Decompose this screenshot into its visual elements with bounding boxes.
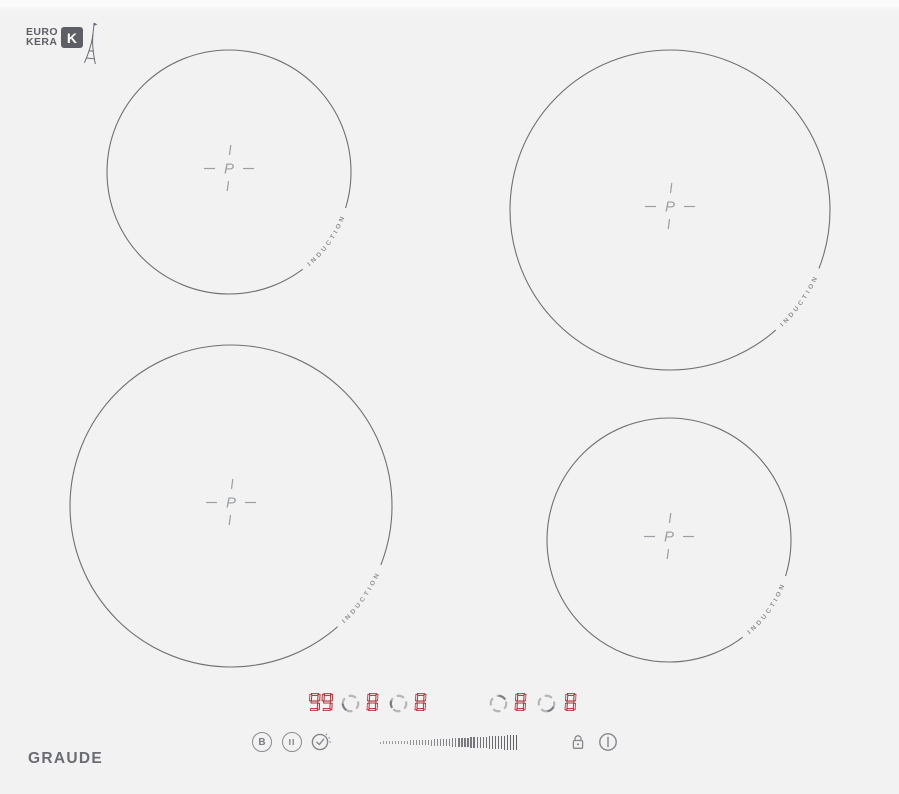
zone-power-marker: [644, 513, 694, 559]
eurokera-logo: [26, 20, 101, 67]
eurokera-word-euro: EURO: [26, 26, 58, 38]
lock-button[interactable]: [570, 733, 586, 750]
power-icon: [600, 734, 616, 750]
cooking-zone-rear-left: [91, 34, 367, 310]
svg-text:P: P: [664, 198, 676, 216]
glass-top-highlight: [0, 0, 899, 12]
boost-label: B: [258, 736, 266, 748]
power-level-display-4: [565, 693, 577, 711]
padlock-icon: [573, 736, 582, 749]
timer-display: [309, 693, 334, 711]
pause-icon: II: [288, 737, 296, 747]
brand-logo: GRAUDE: [28, 750, 103, 767]
svg-text:P: P: [663, 528, 675, 546]
power-level-display-3: [515, 693, 527, 711]
cooking-zone-front-left: [54, 329, 408, 683]
zone-select-indicator: [489, 694, 508, 713]
zone-power-marker: [645, 183, 695, 229]
svg-text:P: P: [225, 494, 237, 512]
power-slider[interactable]: [380, 731, 522, 754]
zone-induction-label: INDUCTION: [340, 570, 382, 625]
cooking-zone-rear-right: [494, 34, 846, 386]
power-level-display-1: [367, 693, 379, 711]
zone-select-indicator: [341, 694, 360, 713]
timer-clock-icon: [312, 734, 331, 750]
eurokera-wordmark: [26, 28, 58, 48]
zone-induction-label: INDUCTION: [746, 581, 788, 636]
timer-button[interactable]: [310, 731, 333, 753]
zone-power-marker: [206, 479, 256, 525]
eurokera-k-letter: K: [66, 29, 77, 46]
power-button[interactable]: [598, 732, 618, 752]
pause-button[interactable]: [282, 732, 302, 752]
zone-select-indicator: [537, 694, 556, 713]
zone-select-indicator: [389, 694, 408, 713]
zone-induction-label: INDUCTION: [779, 274, 820, 329]
zone-power-marker: [204, 145, 254, 191]
cooking-zone-front-right: [531, 402, 807, 678]
boost-button[interactable]: [252, 732, 272, 752]
svg-text:P: P: [223, 160, 235, 178]
eurokera-k-mark: [61, 27, 83, 48]
eurokera-word-kera: KERA: [26, 35, 58, 48]
zone-induction-label: INDUCTION: [306, 213, 348, 268]
power-level-display-2: [415, 693, 427, 711]
